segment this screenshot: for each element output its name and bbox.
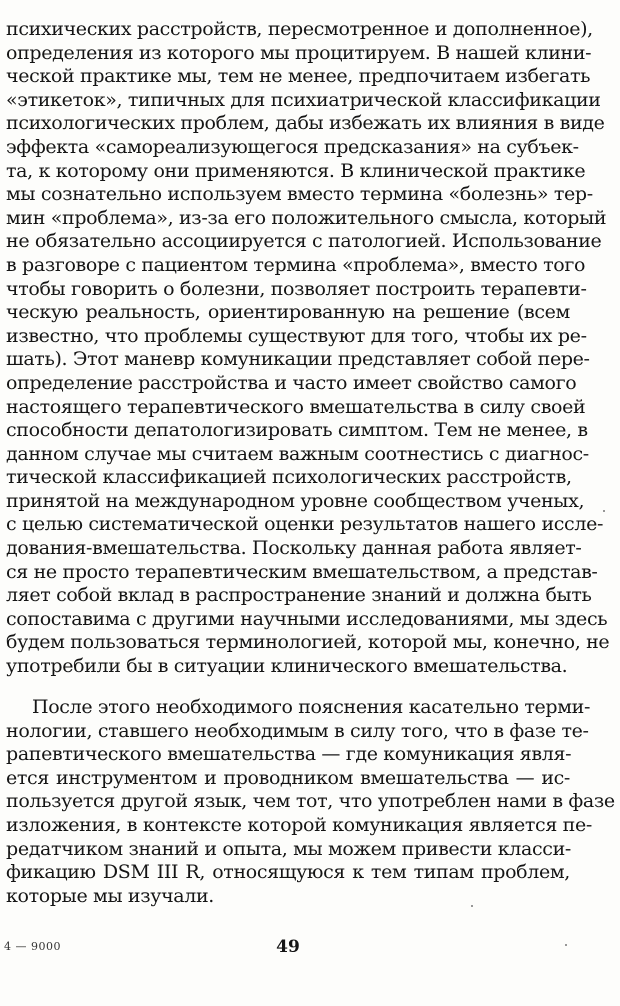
text-line: данном случае мы считаем важным соотнестись с диагнос- bbox=[6, 442, 589, 465]
text-line: ся не просто терапевтическим вмешательством, а представ- bbox=[6, 560, 598, 583]
paragraph-1 bbox=[6, 18, 610, 679]
page-number: 49 bbox=[276, 937, 300, 957]
text-line: ческую реальность, ориентированную на решение (всем bbox=[6, 301, 570, 324]
text-line: нологии, ставшего необходимым в силу того, что в фазе те- bbox=[6, 719, 589, 742]
text-line: не обязательно ассоциируется с патологией. Использование bbox=[6, 230, 602, 253]
text-line: определения из которого мы процитируем. В нашей клини- bbox=[6, 41, 592, 64]
text-line: способности депатологизировать симптом. Тем не менее, в bbox=[6, 419, 588, 442]
text-line: дования-вмешательства. Поскольку данная работа являет- bbox=[6, 537, 582, 560]
text-line: психических расстройств, пересмотренное и дополненное), bbox=[6, 18, 593, 40]
text-line: которые мы изучали. bbox=[6, 884, 214, 907]
text-line: ется инструментом и проводником вмешательства — ис- bbox=[6, 766, 570, 789]
text-line: ляет собой вклад в распространение знаний и должна быть bbox=[6, 584, 592, 607]
text-line: эффекта «самореализующегося предсказания» на субъек- bbox=[6, 135, 579, 158]
text-line: известно, что проблемы существуют для того, чтобы их ре- bbox=[6, 324, 587, 347]
text-line: мы сознательно используем вместо термина «болезнь» тер- bbox=[6, 183, 593, 206]
text-line: фикацию DSM III R, относящуюся к тем типам проблем, bbox=[6, 861, 570, 884]
text-line: После этого необходимого пояснения касательно терми- bbox=[32, 696, 591, 718]
text-line: пользуется другой язык, чем тот, что употреблен нами в фазе bbox=[6, 790, 615, 813]
text-line: принятой на международном уровне сообществом ученых, bbox=[6, 489, 585, 512]
text-line: редатчиком знаний и опыта, мы можем привести класси- bbox=[6, 837, 571, 860]
text-line: настоящего терапевтического вмешательства в силу своей bbox=[6, 395, 586, 418]
text-line: ческой практике мы, тем не менее, предпочитаем избегать bbox=[6, 65, 591, 88]
text-line: будем пользоваться терминологией, которой мы, конечно, не bbox=[6, 631, 610, 654]
text-line: та, к которому они применяются. В клинической практике bbox=[6, 159, 586, 182]
text-line: определение расстройства и часто имеет свойство самого bbox=[6, 371, 577, 394]
text-line: рапевтического вмешательства — где комуникация явля- bbox=[6, 743, 572, 766]
text-line: тической классификацией психологических расстройств, bbox=[6, 466, 572, 489]
text-line: мин «проблема», из-за его положительного смысла, который bbox=[6, 206, 607, 229]
text-line: «этикеток», типичных для психиатрической классификации bbox=[6, 88, 601, 111]
text-line: употребили бы в ситуации клинического вмешательства. bbox=[6, 655, 568, 678]
text-line: чтобы говорить о болезни, позволяет построить терапевти- bbox=[6, 277, 587, 300]
print-signature: 4 — 9000 bbox=[4, 940, 61, 953]
text-line: психологических проблем, дабы избежать их влияния в виде bbox=[6, 112, 605, 135]
text-line: шать). Этот маневр комуникации представляет собой пере- bbox=[6, 348, 590, 371]
scan-speck bbox=[565, 944, 567, 946]
text-line: с целью систематической оценки результатов нашего иссле- bbox=[6, 513, 604, 536]
text-line: сопоставима с другими научными исследованиями, мы здесь bbox=[6, 607, 608, 630]
scan-speck bbox=[471, 905, 473, 907]
scan-speck bbox=[603, 510, 605, 512]
text-line: изложения, в контексте которой комуникация является пе- bbox=[6, 813, 592, 836]
paragraph-2 bbox=[6, 696, 615, 908]
text-line: в разговоре с пациентом термина «проблема», вместо того bbox=[6, 253, 586, 276]
